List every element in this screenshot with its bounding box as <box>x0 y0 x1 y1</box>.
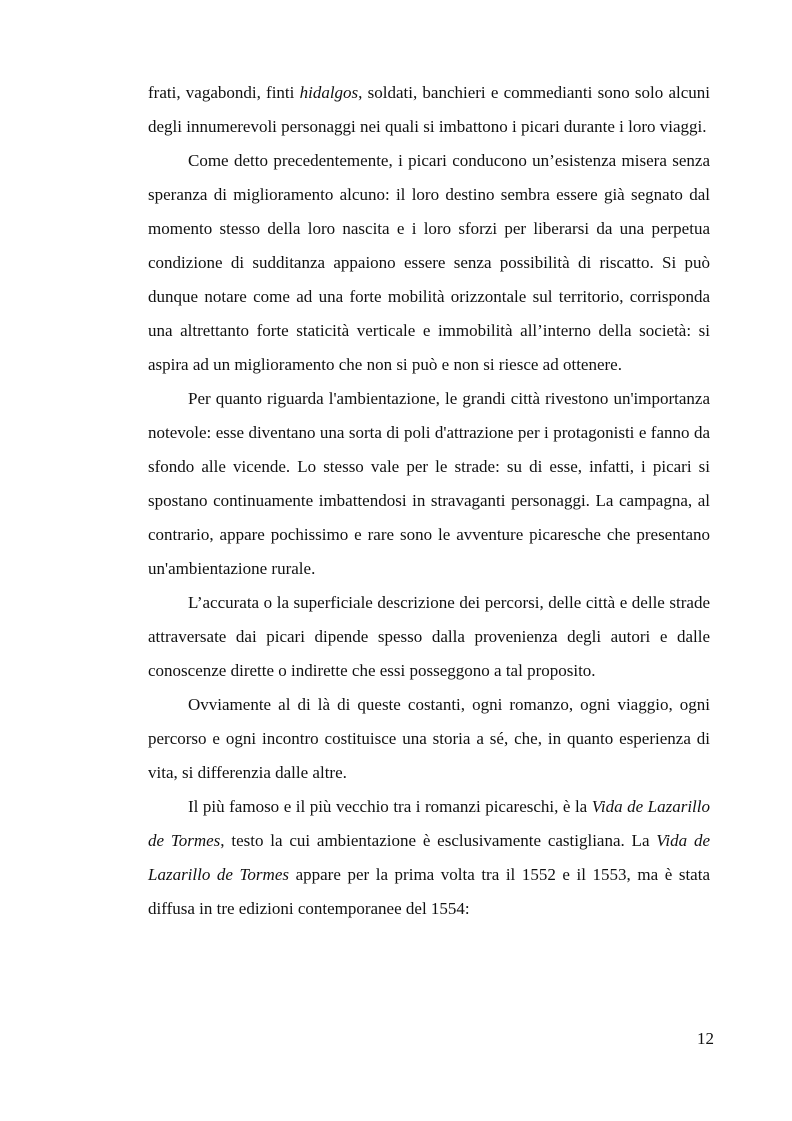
paragraph-1-text-cont: , soldati, banchieri e commedianti sono solo alcuni degli innumerevoli personaggi nei quali si imbattono i picari durante i loro viaggi. <box>148 83 710 136</box>
paragraph-4 <box>148 586 710 688</box>
paragraph-6-text-cont: , testo la cui ambientazione è esclusivamente castigliana. La <box>220 831 657 850</box>
paragraph-5 <box>148 688 710 790</box>
paragraph-2-text: Come detto precedentemente, i picari conducono un’esistenza misera senza speranza di miglioramento alcuno: il loro destino sembra essere già segnato dal momento stesso della loro nascita e i loro sforzi per liberarsi da una perpetua condizione di sudditanza appaiono essere senza possibilità di riscatto. Si può dunque notare come ad una forte mobilità orizzontale sul territorio, corrisponda una altrettanto forte staticità verticale e immobilità all’interno della società: si aspira ad un miglioramento che non si può e non si riesce ad ottenere. <box>148 151 710 374</box>
paragraph-5-text: Ovviamente al di là di queste costanti, ogni romanzo, ogni viaggio, ogni percorso e ogni incontro costituisce una storia a sé, che, in quanto esperienza di vita, si differenzia dalle altre. <box>148 695 710 782</box>
paragraph-3-text: Per quanto riguarda l'ambientazione, le grandi città rivestono un'importanza notevole: esse diventano una sorta di poli d'attrazione per i protagonisti e fanno da sfondo alle vicende. Lo stesso vale per le strade: su di esse, infatti, i picari si spostano continuamente imbattendosi in stravaganti personaggi. La campagna, al contrario, appare pochissimo e rare sono le avventure picaresche che presentano un'ambientazione rurale. <box>148 389 710 578</box>
paragraph-6-italic-title: Vida de Lazarillo de Tormes <box>148 797 711 850</box>
paragraph-6-italic-title-2: Vida de Lazarillo de Tormes <box>148 831 710 884</box>
paragraph-4-text: L’accurata o la superficiale descrizione dei percorsi, delle città e delle strade attraversate dai picari dipende spesso dalla provenienza degli autori e dalle conoscenze dirette o indirette che essi posseggono a tal proposito. <box>148 593 710 680</box>
paragraph-1 <box>148 76 710 144</box>
paragraph-1-italic-term: hidalgos <box>299 83 359 102</box>
body-text <box>148 76 710 926</box>
paragraph-6 <box>148 790 710 926</box>
paragraph-6-text-end: appare per la prima volta tra il 1552 e il 1553, ma è stata diffusa in tre edizioni contemporanee del 1554: <box>148 865 710 918</box>
paragraph-1-text: frati, vagabondi, finti <box>148 83 300 102</box>
page-number: 12 <box>697 1029 714 1048</box>
paragraph-3 <box>148 382 710 586</box>
paragraph-2 <box>148 144 710 382</box>
paragraph-6-text: Il più famoso e il più vecchio tra i romanzi picareschi, è la <box>188 797 592 816</box>
